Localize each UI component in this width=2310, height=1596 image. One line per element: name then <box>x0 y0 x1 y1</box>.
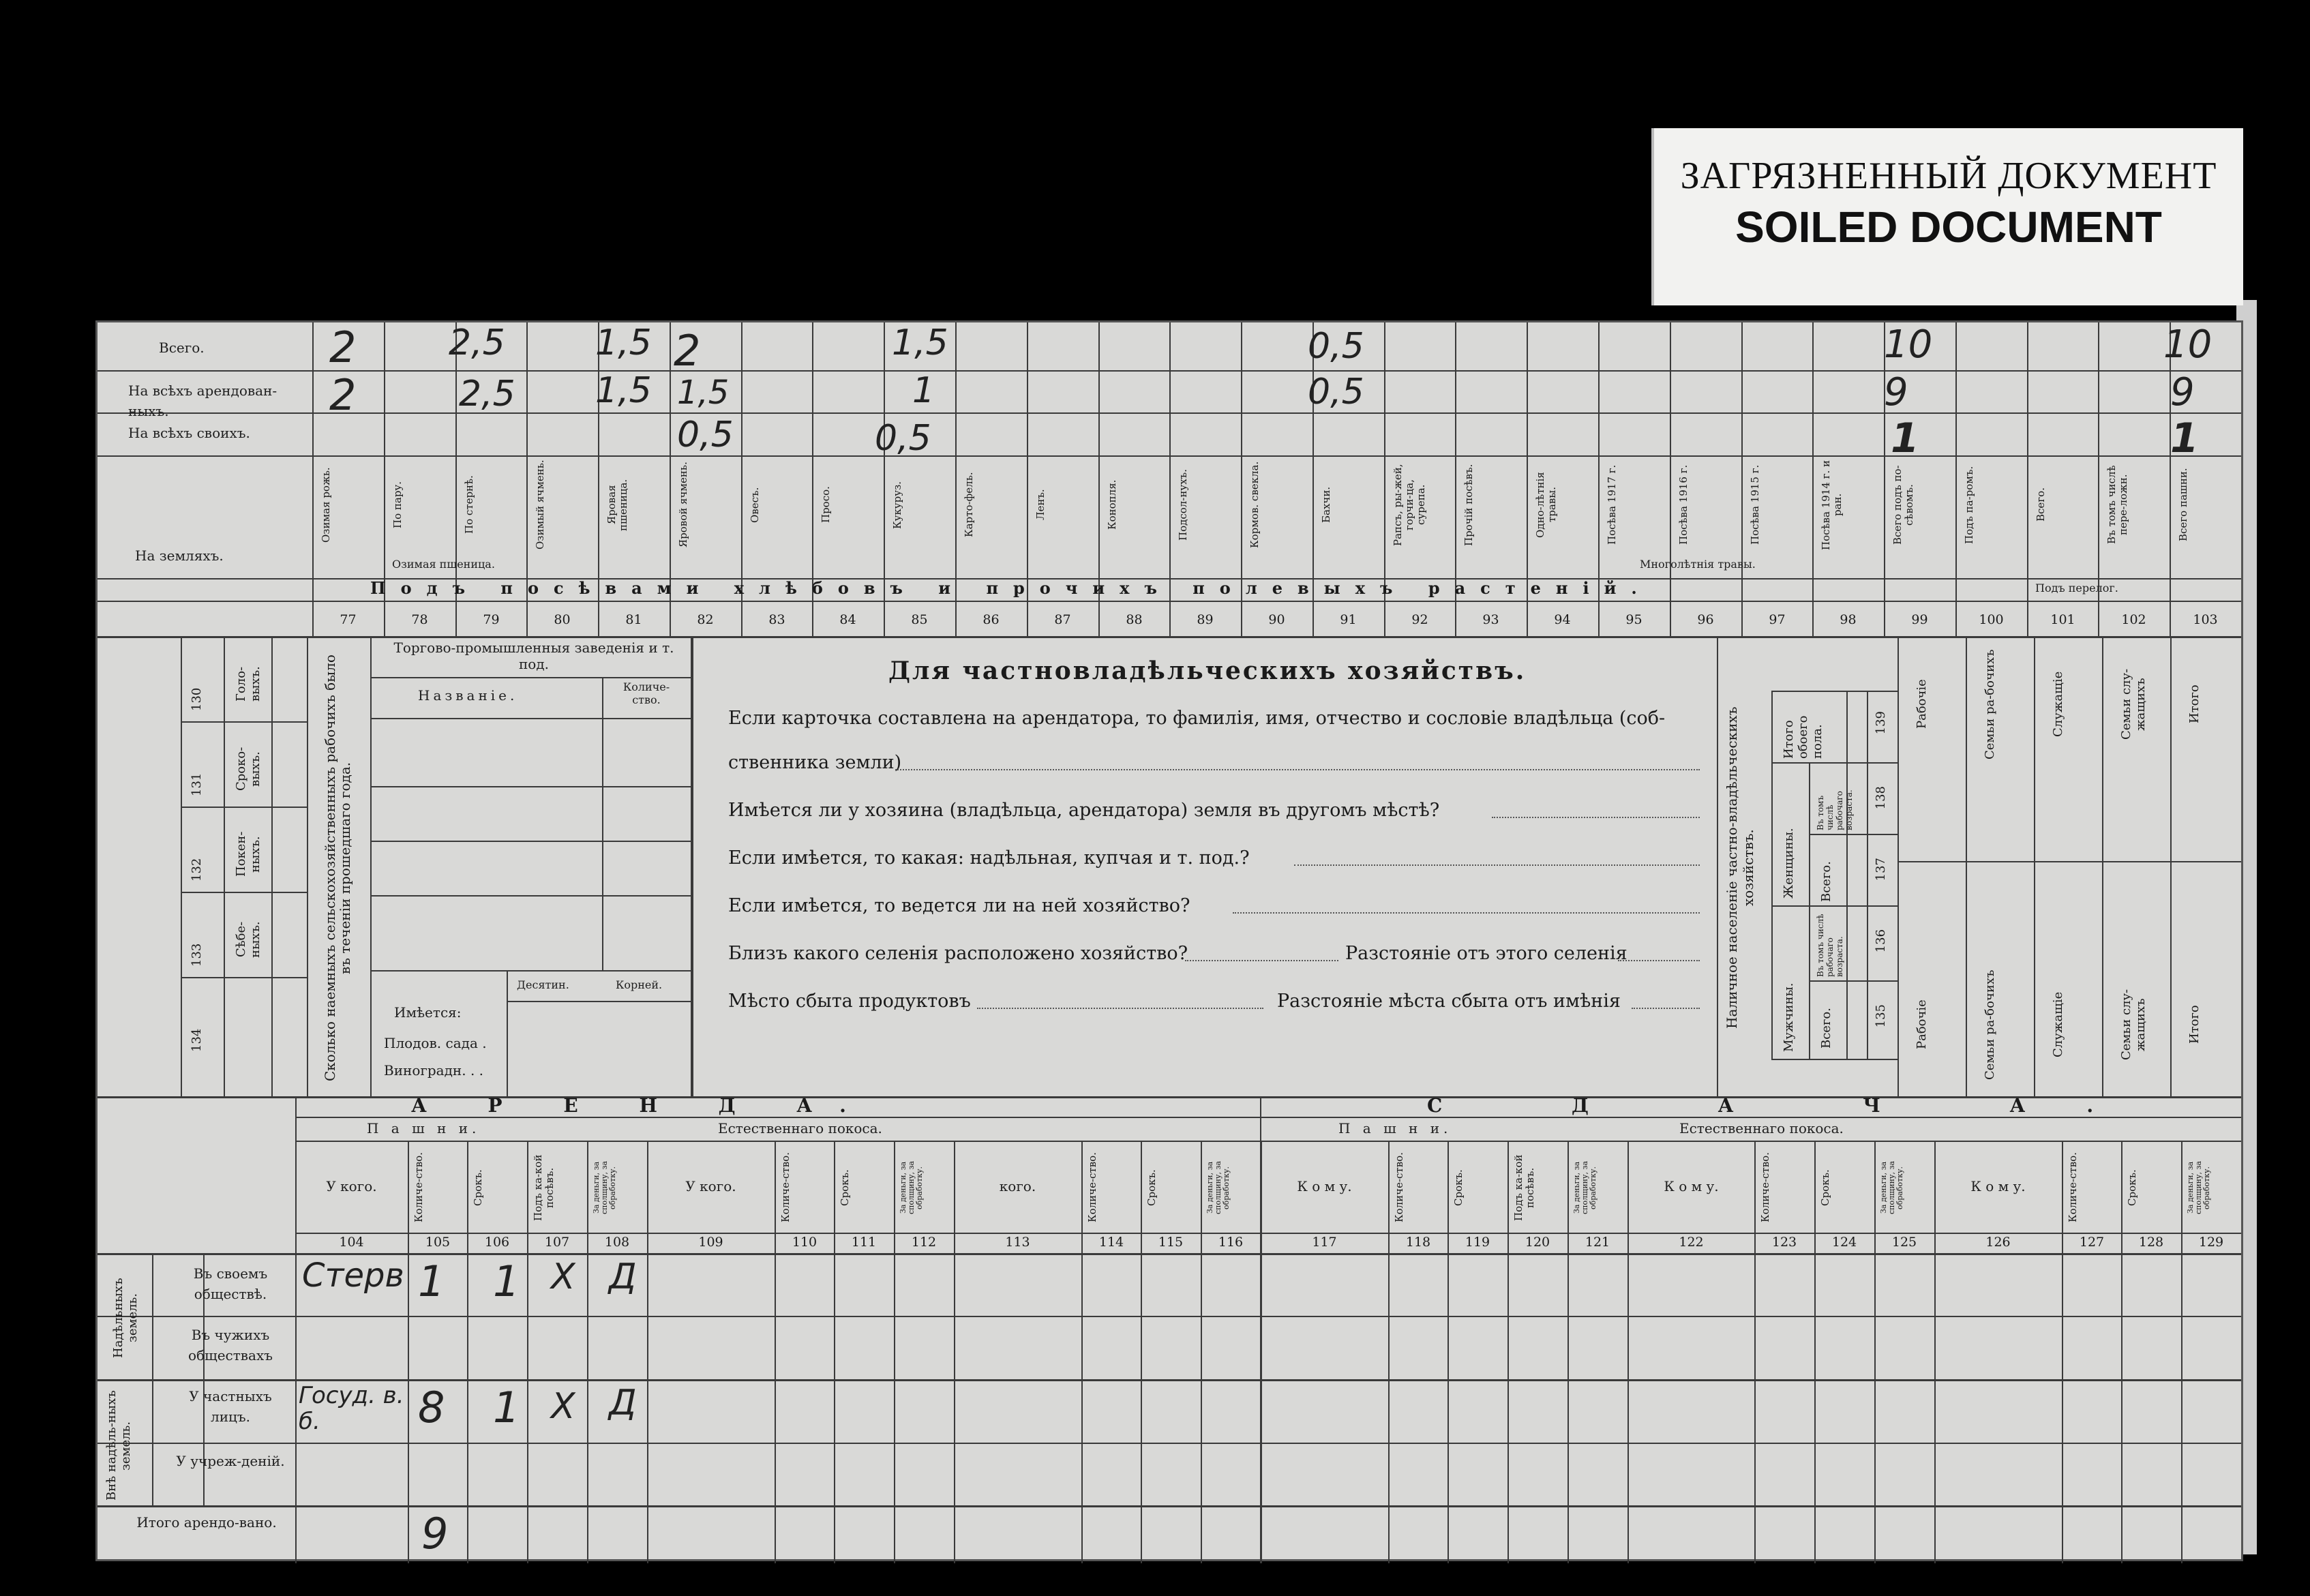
lease-head-117: К о м у. <box>1297 1178 1352 1194</box>
lease-col-line <box>1261 1141 1262 1563</box>
lease-num-104: 104 <box>339 1235 364 1250</box>
crop-header-88: Конопля. <box>1106 479 1118 530</box>
hw-total-77: 2 <box>329 322 357 372</box>
crop-num-100: 100 <box>1979 612 2004 627</box>
lease-num-128: 128 <box>2138 1235 2164 1250</box>
hw-lease-r1-crop: Х <box>551 1256 575 1297</box>
private-title: Для частновладѣльческихъ хозяйствъ. <box>888 657 1527 685</box>
livestock-label-133: Сѣбе-ныхъ. <box>234 921 262 958</box>
trade-has: Имѣется: <box>394 1004 462 1021</box>
lease-head-115: Срокъ. <box>1145 1169 1158 1206</box>
pop-col-bot-0: Рабочіе <box>1915 999 1929 1050</box>
trade-title: Торгово-промышленныя заведенія и т. под. <box>393 639 674 672</box>
private-q5b: Разстояніе отъ этого селенія <box>1345 943 1627 964</box>
pop-col-bot-2: Служащіе <box>2051 991 2065 1058</box>
trade-dessiatin: Десятин. <box>517 978 569 991</box>
livestock-num-134: 134 <box>190 1028 204 1052</box>
crop-header-85: Кукуруз. <box>891 481 903 529</box>
row-label-on-lands: На земляхъ. <box>135 547 224 564</box>
lease-col-line <box>2181 1141 2182 1563</box>
private-q2: Имѣется ли у хозяина (владѣльца, арендатора) земля въ другомъ мѣстѣ? <box>728 800 1440 821</box>
lease-num-122: 122 <box>1679 1235 1704 1250</box>
crop-num-98: 98 <box>1840 612 1857 627</box>
lease-head-116: За деньги, за сполщину, за обработку. <box>1205 1161 1231 1215</box>
lease-num-115: 115 <box>1158 1235 1184 1250</box>
sdacha-title: С Д А Ч А. <box>1427 1094 2155 1117</box>
crop-num-92: 92 <box>1411 612 1428 627</box>
pop-col-line <box>2034 636 2035 1096</box>
lease-head-118: Количе-ство. <box>1393 1152 1405 1223</box>
crop-header-82: Яровой ячмень. <box>677 462 689 548</box>
crop-header-99: Всего подъ по-сѣвомъ. <box>1891 465 1915 545</box>
crop-header-102: Въ томъ числѣ пере-ложн. <box>2105 465 2129 545</box>
crop-num-78: 78 <box>411 612 428 627</box>
lease-col-line <box>1508 1141 1509 1563</box>
livestock-num-130: 130 <box>190 687 204 711</box>
lease-num-123: 123 <box>1771 1235 1797 1250</box>
pop-men: Мужчины. <box>1782 982 1796 1052</box>
crop-num-96: 96 <box>1697 612 1714 627</box>
pop-women-total: Всего. <box>1819 861 1833 902</box>
hw-total-99: 10 <box>1884 322 1933 367</box>
lease-col-line <box>295 1141 297 1563</box>
lease-num-119: 119 <box>1465 1235 1490 1250</box>
pop-col-line <box>1897 636 1899 1096</box>
lease-num-111: 111 <box>851 1235 877 1250</box>
crop-col-line <box>312 322 314 636</box>
lease-head-104: У кого. <box>326 1178 377 1194</box>
lease-head-113: кого. <box>999 1178 1036 1194</box>
private-q1: Если карточка составлена на арендатора, то фамилія, имя, отчество и сословіе владѣльца (соб- <box>728 708 1666 729</box>
crop-col-line <box>1955 322 1957 636</box>
livestock-num-133: 133 <box>190 943 204 967</box>
crop-header-90: Кормов. свекла. <box>1248 461 1261 549</box>
trade-orchard: Плодов. сада . <box>384 1035 487 1051</box>
crop-header-101: Всего. <box>2035 487 2047 522</box>
lease-num-117: 117 <box>1312 1235 1337 1250</box>
sdacha-pashni: П а ш н и. <box>1338 1120 1452 1136</box>
crop-num-83: 83 <box>768 612 785 627</box>
pop-col-bot-4: Итого <box>2187 1005 2202 1044</box>
crop-num-88: 88 <box>1126 612 1143 627</box>
lease-col-line <box>2121 1141 2122 1563</box>
crop-header-93: Прочій посѣвъ. <box>1462 464 1475 546</box>
hw-total-91: 0,5 <box>1308 326 1364 367</box>
hw-lease-r3-pay: Д <box>609 1383 637 1424</box>
lease-head-128: Срокъ. <box>2126 1169 2138 1206</box>
crop-col-line <box>1884 322 1885 636</box>
crop-header-92: Рапсъ, ры-жей, горчи-ца, сурепа. <box>1392 464 1427 546</box>
hw-own-103: 1 <box>2170 415 2199 462</box>
banner-en: SOILED DOCUMENT <box>1735 202 2162 252</box>
lease-col-line <box>647 1141 648 1563</box>
hw-total-81: 1,5 <box>595 322 652 363</box>
lease-num-113: 113 <box>1005 1235 1030 1250</box>
trade-qty: Количе-ство. <box>622 680 670 706</box>
crop-num-87: 87 <box>1054 612 1071 627</box>
row-label-own: На всѣхъ своихъ. <box>128 425 250 441</box>
crop-header-98: Посѣва 1914 г. и ран. <box>1820 460 1844 550</box>
group-winter-wheat: Озимая пшеница. <box>392 558 495 571</box>
arenda-pashni: П а ш н и. <box>367 1120 481 1136</box>
lease-head-105: Количе-ство. <box>412 1152 425 1223</box>
lease-head-108: За деньги, за сполщину, за обработку. <box>592 1161 617 1215</box>
crop-num-89: 89 <box>1197 612 1214 627</box>
crop-col-line <box>2027 322 2028 636</box>
lease-num-112: 112 <box>911 1235 937 1250</box>
hw-lease-r3-who: Госуд. в. б. <box>299 1382 404 1435</box>
private-q6b: Разстояніе мѣста сбыта отъ имѣнія <box>1277 991 1621 1012</box>
population-title: Наличное населеніе частно-владѣльческихъ хозяйствъ. <box>1724 706 1756 1029</box>
lease-num-109: 109 <box>698 1235 723 1250</box>
hw-own-99: 1 <box>1891 415 1919 462</box>
hw-rented-82: 1,5 <box>677 374 730 412</box>
hw-lease-r3-term: 1 <box>493 1383 520 1432</box>
lease-head-123: Количе-ство. <box>1759 1152 1771 1223</box>
pop-num-135: 135 <box>1874 1004 1888 1028</box>
lease-num-110: 110 <box>792 1235 817 1250</box>
pop-col-line <box>2170 636 2172 1096</box>
row-inst: У учреж-деній. <box>176 1453 285 1469</box>
hw-rented-85: 1 <box>912 370 935 411</box>
crop-header-89: Подсол-нухъ. <box>1177 469 1189 541</box>
lease-col-line <box>1141 1141 1142 1563</box>
crop-header-79: По стернѣ. <box>463 475 475 534</box>
crop-num-77: 77 <box>340 612 357 627</box>
lease-head-122: К о м у. <box>1664 1178 1719 1194</box>
hw-rented-103: 9 <box>2170 370 2195 415</box>
crop-num-79: 79 <box>483 612 500 627</box>
crop-header-86: Карто-фель. <box>963 472 975 538</box>
lease-head-121: За деньги, за сполщину, за обработку. <box>1572 1161 1597 1215</box>
hw-total-85: 1,5 <box>892 322 948 363</box>
trade-roots: Корней. <box>616 978 663 991</box>
hw-lease-r1-qty: 1 <box>418 1256 445 1306</box>
lease-num-121: 121 <box>1585 1235 1610 1250</box>
hw-lease-r1-term: 1 <box>493 1256 520 1306</box>
pop-total-both: Итого обоего пола. <box>1782 715 1825 759</box>
lease-col-line <box>954 1141 955 1563</box>
crop-col-line <box>1670 322 1671 636</box>
lease-col-line <box>1567 1141 1569 1563</box>
crop-num-90: 90 <box>1268 612 1285 627</box>
pop-women-incl: Въ томъ числѣ рабочаго возраста. <box>1816 789 1854 830</box>
pop-num-138: 138 <box>1874 786 1888 810</box>
pop-col-top-0: Рабочіе <box>1915 679 1929 729</box>
crop-num-95: 95 <box>1625 612 1642 627</box>
livestock-num-132: 132 <box>190 858 204 882</box>
hired-workers-label: Сколько наемныхъ сельскохозяйственныхъ рабочихъ было въ теченіи прошедшаго года. <box>322 654 353 1081</box>
banner-ru: ЗАГРЯЗНЕННЫЙ ДОКУМЕНТ <box>1680 155 2217 197</box>
hw-total-103: 10 <box>2163 322 2212 367</box>
lease-num-120: 120 <box>1525 1235 1550 1250</box>
lease-col-line <box>775 1141 776 1563</box>
livestock-label-130: Голо-выхъ. <box>234 666 262 702</box>
lease-col-line <box>408 1141 409 1563</box>
lease-num-116: 116 <box>1218 1235 1244 1250</box>
crop-num-101: 101 <box>2050 612 2075 627</box>
lease-num-126: 126 <box>1985 1235 2011 1250</box>
private-q4: Если имѣется, то ведется ли на ней хозяйство? <box>728 895 1190 916</box>
lease-head-106: Срокъ. <box>472 1169 484 1206</box>
crop-num-85: 85 <box>911 612 928 627</box>
pop-col-line <box>1966 636 1967 1096</box>
trade-vineyard: Виноградн. . . <box>384 1062 484 1079</box>
pop-col-top-2: Служащіе <box>2051 671 2065 738</box>
crop-header-80: Озимый ячмень. <box>534 460 546 550</box>
hw-lease-r1-pay: Д <box>609 1256 637 1297</box>
crop-col-line <box>1741 322 1743 636</box>
lease-col-line <box>1627 1141 1629 1563</box>
crop-num-84: 84 <box>839 612 856 627</box>
hw-lease-r3-qty: 8 <box>418 1383 445 1432</box>
hw-total-78: 2,5 <box>449 322 505 363</box>
crop-header-91: Бахчи. <box>1320 486 1332 524</box>
crop-num-91: 91 <box>1340 612 1357 627</box>
lease-col-line <box>467 1141 468 1563</box>
crop-header-95: Посѣва 1917 г. <box>1606 464 1618 545</box>
hw-rented-77: 2 <box>329 370 357 420</box>
lease-head-124: Срокъ. <box>1819 1169 1831 1206</box>
row-private: У частныхъ лицъ. <box>189 1388 272 1425</box>
row-nadel: Надѣльныхъ земель. <box>111 1278 140 1358</box>
pop-women: Женщины. <box>1782 828 1796 899</box>
hw-own-85: 0,5 <box>875 418 931 459</box>
crop-num-93: 93 <box>1482 612 1499 627</box>
hw-rented-81: 1,5 <box>595 370 652 411</box>
lease-col-line <box>527 1141 528 1563</box>
lease-num-124: 124 <box>1831 1235 1857 1250</box>
crop-num-94: 94 <box>1554 612 1571 627</box>
lease-head-114: Количе-ство. <box>1086 1152 1098 1223</box>
crop-header-96: Посѣва 1916 г. <box>1677 464 1690 545</box>
pop-num-137: 137 <box>1874 858 1888 882</box>
private-q5: Близъ какого селенія расположено хозяйство? <box>728 943 1188 964</box>
crop-col-line <box>2170 322 2171 636</box>
crop-num-97: 97 <box>1769 612 1786 627</box>
pop-col-bot-1: Семьи ра-бочихъ <box>1983 969 1997 1080</box>
lease-col-line <box>1934 1141 1936 1563</box>
lease-head-111: Срокъ. <box>839 1169 851 1206</box>
lease-head-125: За деньги, за сполщину, за обработку. <box>1879 1161 1904 1215</box>
group-perennial: Многолѣтнія травы. <box>1640 558 1756 571</box>
lease-col-line <box>2062 1141 2063 1563</box>
hw-rented-91: 0,5 <box>1308 372 1364 412</box>
trade-name: Названіе. <box>418 687 518 704</box>
lease-col-line <box>1081 1141 1083 1563</box>
hw-rented-78: 2,5 <box>459 374 515 415</box>
lease-head-107: Подъ ка-кой посѣвъ. <box>532 1154 556 1221</box>
crop-group-caption: Подъ посѣвами хлѣбовъ и прочихъ полевыхъ растеній. <box>370 578 1652 598</box>
lease-col-line <box>1448 1141 1449 1563</box>
private-q3: Если имѣется, то какая: надѣльная, купчая и т. под.? <box>728 847 1250 869</box>
lease-col-line <box>834 1141 835 1563</box>
lease-col-line <box>1201 1141 1202 1563</box>
crop-header-81: Яровая пшеница. <box>605 479 629 531</box>
crop-header-94: Одно-лѣтнія травы. <box>1534 472 1558 538</box>
crop-header-103: Всего пашни. <box>2177 468 2189 542</box>
crop-num-86: 86 <box>982 612 1000 627</box>
lease-num-127: 127 <box>2079 1235 2105 1250</box>
pop-col-bot-3: Семьи слу-жащихъ <box>2119 989 2148 1061</box>
lease-num-105: 105 <box>425 1235 451 1250</box>
lease-col-line <box>1388 1141 1390 1563</box>
crop-header-87: Ленъ. <box>1034 489 1047 521</box>
hw-lease-r3-crop: Х <box>551 1386 575 1427</box>
row-label-total: Всего. <box>159 340 205 356</box>
lease-head-126: К о м у. <box>1970 1178 2026 1194</box>
lease-head-129: За деньги, за сполщину, за обработку. <box>2186 1161 2211 1215</box>
lease-head-109: У кого. <box>685 1178 736 1194</box>
lease-num-108: 108 <box>604 1235 630 1250</box>
crop-num-102: 102 <box>2121 612 2146 627</box>
private-q1b: ственника земли) <box>728 752 902 773</box>
crop-num-103: 103 <box>2193 612 2218 627</box>
crop-num-80: 80 <box>554 612 571 627</box>
pop-col-top-3: Семьи слу-жащихъ <box>2119 668 2148 740</box>
row-non-nadel: Внѣ надѣль-ныхъ земель. <box>104 1390 133 1501</box>
group-fallow: Подъ перелог. <box>2035 582 2118 594</box>
row-own-soc: Въ своемъ обществѣ. <box>193 1265 268 1302</box>
lease-head-112: За деньги, за сполщину, за обработку. <box>899 1161 924 1215</box>
lease-head-127: Количе-ство. <box>2067 1152 2079 1223</box>
pop-men-incl: Въ томъ числѣ рабочаго возраста. <box>1816 914 1844 977</box>
pop-num-136: 136 <box>1874 929 1888 953</box>
lease-num-125: 125 <box>1891 1235 1917 1250</box>
lease-head-110: Количе-ство. <box>779 1152 792 1223</box>
crop-num-99: 99 <box>1911 612 1928 627</box>
private-q6: Мѣсто сбыта продуктовъ <box>728 991 971 1012</box>
lease-num-118: 118 <box>1405 1235 1431 1250</box>
livestock-num-131: 131 <box>190 772 204 796</box>
lease-head-119: Срокъ. <box>1452 1169 1465 1206</box>
lease-col-line <box>1754 1141 1756 1563</box>
lease-head-120: Подъ ка-кой посѣвъ. <box>1512 1154 1536 1221</box>
soiled-document-label <box>1651 128 2243 305</box>
row-other-soc: Въ чужихъ обществахъ <box>188 1327 273 1364</box>
pop-col-top-1: Семьи ра-бочихъ <box>1983 649 1997 759</box>
lease-col-line <box>894 1141 895 1563</box>
pop-men-total: Всего. <box>1819 1008 1833 1049</box>
lease-col-line <box>587 1141 588 1563</box>
lease-num-107: 107 <box>544 1235 570 1250</box>
sdacha-pokos: Естественнаго покоса. <box>1679 1120 1844 1136</box>
livestock-label-132: Покен-ныхъ. <box>234 831 262 877</box>
census-card <box>95 320 2243 1561</box>
row-total: Итого арендо-вано. <box>136 1514 277 1531</box>
crop-header-97: Посѣва 1915 г. <box>1749 464 1761 545</box>
lease-num-106: 106 <box>484 1235 510 1250</box>
lease-num-129: 129 <box>2198 1235 2224 1250</box>
crop-header-100: Подъ па-ромъ. <box>1963 466 1975 544</box>
arenda-title: А Р Е Н Д А. <box>411 1094 873 1117</box>
hw-own-82: 0,5 <box>677 415 734 455</box>
lease-col-line <box>1814 1141 1816 1563</box>
lease-col-line <box>1874 1141 1876 1563</box>
crop-header-84: Просо. <box>820 486 832 524</box>
row-label-rented: На всѣхъ арендован-ныхъ. <box>128 382 278 419</box>
crop-num-82: 82 <box>697 612 714 627</box>
arenda-pokos: Естественнаго покоса. <box>718 1120 882 1136</box>
pop-num-139: 139 <box>1874 711 1888 735</box>
pop-col-top-4: Итого <box>2187 684 2202 724</box>
crop-header-77: Озимая рожь. <box>320 467 332 543</box>
livestock-label-131: Сроко-выхъ. <box>234 747 262 792</box>
crop-col-line <box>1812 322 1814 636</box>
hw-rented-99: 9 <box>1884 370 1908 415</box>
pop-col-line <box>2102 636 2103 1096</box>
hw-lease-total: 9 <box>421 1509 449 1559</box>
crop-num-81: 81 <box>625 612 642 627</box>
lease-num-114: 114 <box>1098 1235 1124 1250</box>
hw-total-82: 2 <box>674 326 701 376</box>
crop-header-78: По пару. <box>391 481 404 529</box>
hw-lease-r1-who: Стерв <box>302 1256 404 1295</box>
crop-header-83: Овесъ. <box>749 487 761 523</box>
